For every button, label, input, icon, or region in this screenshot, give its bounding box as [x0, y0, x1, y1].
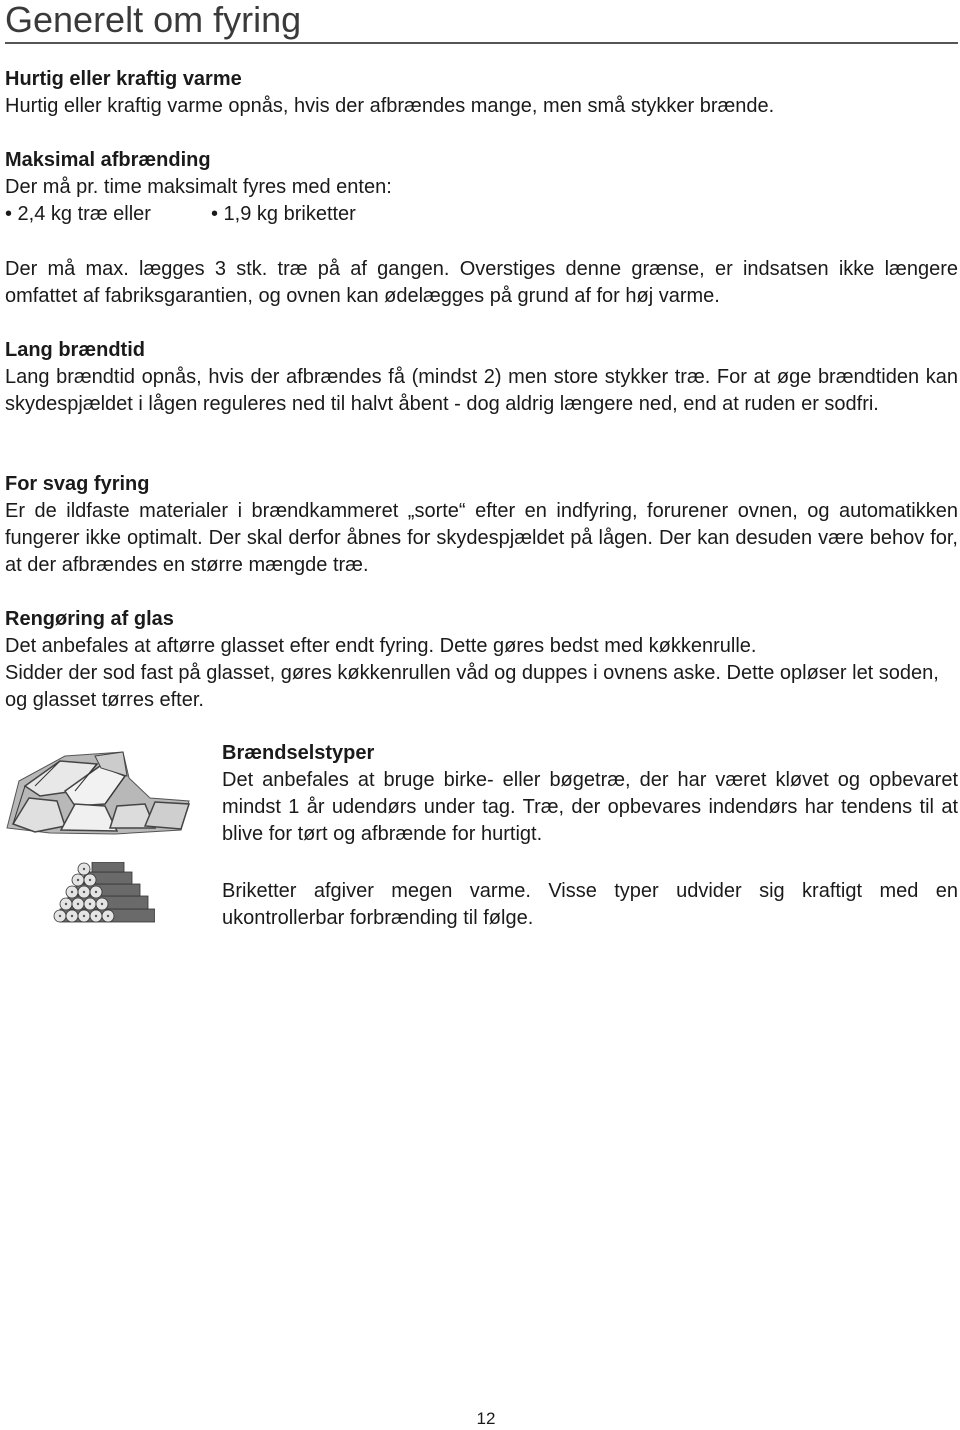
- section-briketter: [222, 878, 958, 932]
- section-glas: [5, 606, 958, 714]
- section-intro: Der må pr. time maksimalt fyres med enten:: [5, 176, 392, 198]
- section-heading: For svag fyring: [5, 473, 150, 495]
- section-text: Briketter afgiver megen varme. Visse typer udvider sig kraftigt med en ukontrollerbar forbrænding til følge.: [222, 880, 958, 929]
- section-maksimal: [5, 147, 958, 228]
- bullet-item: • 1,9 kg briketter: [211, 203, 356, 225]
- section-heading: Rengøring af glas: [5, 608, 174, 630]
- section-hurtig: [5, 66, 958, 120]
- section-text: Der må max. lægges 3 stk. træ på af gangen. Overstiges denne grænse, er indsatsen ikke længere omfattet af fabriksgarantien, og ovnen kan ødelægges på grund af for høj varme.: [5, 258, 958, 307]
- section-text: Det anbefales at bruge birke- eller bøgetræ, der har været kløvet og opbevaret mindst 1 år udendørs under tag. Træ, der opbevares indendørs har tendens til at blive for tørt og afbrænde for hurtigt.: [222, 769, 958, 845]
- section-text: Sidder der sod fast på glasset, gøres køkkenrullen våd og duppes i ovnens aske. Dette opløser let soden, og glasset tørres efter.: [5, 662, 939, 711]
- section-heading: Lang brændtid: [5, 339, 145, 361]
- section-heading: Hurtig eller kraftig varme: [5, 68, 242, 90]
- section-text: Hurtig eller kraftig varme opnås, hvis der afbrændes mange, men små stykker brænde.: [5, 95, 775, 117]
- section-heading: Maksimal afbrænding: [5, 149, 211, 171]
- firewood-stack-icon: [5, 746, 190, 836]
- page-number: 12: [476, 1409, 496, 1428]
- section-text: Er de ildfaste materialer i brændkammeret „sorte“ efter en indfyring, forurener ovnen, og automatikken fungerer ikke optimalt. Der skal derfor åbnes for skydespjældet på lågen. Der kan desuden være behov for, at der afbrændes en større mængde træ.: [5, 500, 958, 576]
- section-text: Lang brændtid opnås, hvis der afbrændes få (mindst 2) men store stykker træ. For at øge brændtiden kan skydespjældet i lågen reguleres ned til halvt åbent - dog aldrig længere ned, end at ruden er sodfri.: [5, 366, 958, 415]
- bullet-list: [5, 201, 958, 228]
- section-lang: [5, 337, 958, 418]
- section-braendsel: [222, 740, 958, 848]
- title-divider: [5, 42, 958, 44]
- section-svag: [5, 471, 958, 579]
- bullet-item: • 2,4 kg træ eller: [5, 203, 151, 225]
- section-heading: Brændselstyper: [222, 742, 375, 764]
- section-maksimal-note: [5, 256, 958, 310]
- section-text: Det anbefales at aftørre glasset efter endt fyring. Dette gøres bedst med køkkenrulle.: [5, 635, 757, 657]
- briquette-stack-icon: [50, 862, 155, 924]
- page-title: Generelt om fyring: [5, 0, 302, 40]
